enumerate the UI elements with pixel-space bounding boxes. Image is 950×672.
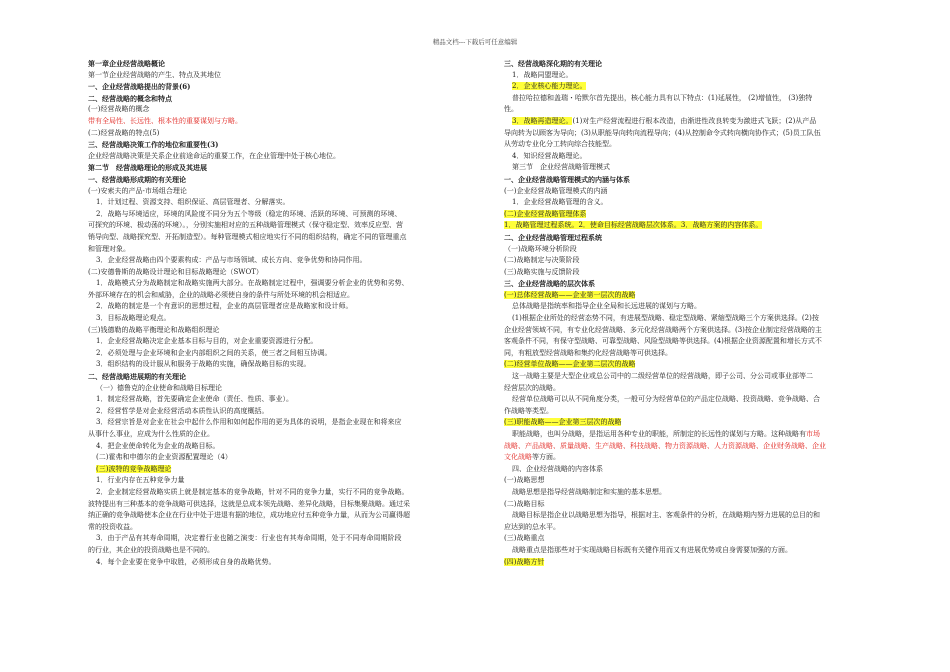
left-line — [88, 533, 462, 545]
right-line — [504, 93, 876, 105]
text: 普拉哈拉德和盖瑞・哈默尔首先提出，核心能力具有以下特点：(1)延展性， (2)增值性， (3)独特 — [512, 93, 813, 102]
page-header: 精品文档---下载后可任意编辑 — [432, 38, 518, 46]
right-line — [504, 441, 876, 453]
right-line — [504, 359, 876, 371]
left-line — [88, 197, 462, 209]
left-line — [88, 371, 462, 383]
left-line — [88, 464, 462, 476]
text: (1)根据企业所处的经营态势不同，有进展型战略、稳定型战略、紧缩型战略三个方案供选择。(2)按 — [512, 314, 819, 323]
left-line — [88, 325, 462, 337]
text: 等方面。 — [532, 453, 560, 462]
text: 四、企业经营战略的内容体系 — [512, 464, 603, 473]
text: (三)战略重点 — [504, 534, 545, 543]
text: 3．组织结构的设计服从和服务于战略的实施，确保战略目标的实现。 — [96, 360, 311, 369]
right-line — [504, 128, 876, 140]
right-line — [504, 70, 876, 82]
right-line — [504, 499, 876, 511]
right-line — [504, 545, 876, 557]
text: 1．企业经营战略决定企业基本目标与目的，对企业重要资源进行分配。 — [96, 337, 318, 346]
text: 1．计划过程、资源支持、组织保证、高层管理者、分解落实。 — [96, 198, 290, 207]
right-line — [504, 475, 876, 487]
text: 企业经营领域不同，有专业化经营战略、多元化经营战略两个方案供选择。(3)按企业制定经营战略的主 — [504, 325, 822, 334]
left-line — [88, 499, 462, 511]
highlighted-text: (三)波特的竞争战略理论 — [96, 464, 172, 473]
right-line — [504, 267, 876, 279]
text: 3．经营宗旨是对企业在社会中起什么作用和如何起作用的更为具体的说明，是指企业现在和将来应 — [96, 418, 402, 427]
right-line — [504, 104, 876, 116]
left-line — [88, 58, 462, 70]
right-column — [504, 58, 876, 568]
text: 二、企业经营战略管理过程系统 — [504, 232, 602, 242]
left-line — [88, 406, 462, 418]
right-line — [504, 452, 876, 464]
text: 三、经营战略深化期的有关理论 — [504, 59, 602, 68]
highlighted-text: 2．企业核心能力理论。 — [512, 82, 587, 91]
right-line — [504, 220, 876, 232]
right-line — [504, 510, 876, 522]
right-line — [504, 429, 876, 441]
text: 战略目标是指企业以战略思想为指导，根据对主、客观条件的分析，在战略期内努力进展的总目的和 — [512, 511, 820, 520]
left-line — [88, 301, 462, 313]
text: 1．企业经营战略管理的含义。 — [512, 198, 608, 207]
left-line — [88, 313, 462, 325]
left-line — [88, 186, 462, 198]
text: 可探究的环境、极动荡的环境）。，分别实施相对应的五种战略管理模式（保守稳定型、效率反应型、营 — [88, 221, 403, 230]
highlighted-text: (二)企业经营战略管理体系 — [504, 209, 587, 218]
right-line — [504, 290, 876, 302]
left-line — [88, 394, 462, 406]
left-line — [88, 510, 462, 522]
highlighted-text: (一)总体经营战略——企业第一层次的战略 — [504, 290, 636, 299]
left-line — [88, 278, 462, 290]
left-line — [88, 522, 462, 534]
right-line — [504, 139, 876, 151]
text: (一)安索夫的产品-市场组合理论 — [88, 186, 187, 195]
text: 企业经营战略决策是关系企业前途命运的重要工作，在企业管理中处于核心地位。 — [88, 151, 340, 160]
left-line — [88, 441, 462, 453]
text: 一、企业经营战略管理模式的内涵与体系 — [504, 174, 630, 184]
text: 导向转为以顾客为导向；(3)从职能导向转向流程导向；(4)从控制命令式转向横向协作式；(5)员工队伍 — [504, 128, 821, 137]
right-line — [504, 348, 876, 360]
text: 2．企业制定经营战略实质上就是制定基本的竞争战略，针对不同的竞争力量，实行不同的竞争战略。 — [96, 487, 409, 496]
left-line — [88, 267, 462, 279]
right-line — [504, 162, 876, 174]
text: 3．目标战略理论观点。 — [96, 314, 171, 323]
right-line — [504, 174, 876, 186]
text: 作战略等类型。 — [504, 406, 553, 415]
left-line — [88, 162, 462, 174]
right-line — [504, 278, 876, 290]
text: 2．战略的制定是一个有意识的思想过程，企业的高层管理者应是战略家和设计师。 — [96, 302, 353, 311]
left-column — [88, 58, 462, 568]
text: 总体战略是指统率和指导企业全局和长远进展的谋划与方略。 — [512, 302, 701, 311]
text: 二、经营战略进展期的有关理论 — [88, 372, 186, 382]
text: 一、经营战略形成期的有关理论 — [88, 174, 186, 184]
text: 2．必须处理与企业环境和企业内部组织之间的关系，使三者之间相互协调。 — [96, 348, 332, 357]
right-line — [504, 417, 876, 429]
highlighted-text: (三)职能战略——企业第三层次的战略 — [504, 418, 622, 427]
left-line — [88, 557, 462, 569]
text: (二)战略目标 — [504, 499, 545, 508]
text: 经营单位战略可以从不同角度分类，一般可分为经营单位的产品定位战略、投资战略、竞争战略、合 — [512, 395, 820, 404]
red-text: 战略、产品战略、质量战略、生产战略、科技战略、物力资源战略、人力资源战略、企业财务战略、企业 — [504, 441, 826, 450]
text: (三)战略实施与反馈阶段 — [504, 267, 580, 276]
text: (三)钱德勒的战略平衡理论和战略组织理论 — [88, 325, 220, 334]
text: (一)战略思想 — [504, 476, 545, 485]
left-line — [88, 139, 462, 151]
right-line — [504, 464, 876, 476]
left-line — [88, 475, 462, 487]
left-line — [88, 487, 462, 499]
text: (二)安德鲁斯的战略设计理论和目标战略理论（SWOT） — [88, 267, 263, 276]
left-line — [88, 545, 462, 557]
text: 经营层次的战略。 — [504, 383, 560, 392]
text: 纳正确的竞争战略使本企业在行业中处于进退有据的地位，成功地应付五种竞争力量，从而为公司赢得超 — [88, 511, 410, 520]
left-line — [88, 116, 462, 128]
right-line — [504, 487, 876, 499]
left-line — [88, 359, 462, 371]
right-line — [504, 151, 876, 163]
text: (二)霍弗和申德尔的企业资源配置理论（4） — [96, 453, 232, 462]
text: 1．战略同盟理论。 — [512, 70, 573, 79]
text: 4．把企业使命转化为企业的战略目标。 — [96, 441, 220, 450]
right-line — [504, 336, 876, 348]
text: 常的投资收益。 — [88, 522, 137, 531]
text: (一)经营战略的概念 — [88, 105, 150, 114]
text: 战略思想是指导经营战略制定和实施的基本思想。 — [512, 487, 666, 496]
right-line — [504, 394, 876, 406]
text: 第一章企业经营战略概论 — [88, 59, 165, 68]
right-line — [504, 371, 876, 383]
right-line — [504, 557, 876, 569]
highlighted-text: (二)经营单位战略——企业第二层次的战略 — [504, 360, 636, 369]
right-line — [504, 209, 876, 221]
right-line — [504, 197, 876, 209]
red-text: 文化战略 — [504, 453, 532, 462]
left-line — [88, 220, 462, 232]
text: （一）德鲁克的企业使命和战略目标理论 — [96, 383, 222, 392]
text: 波特提出有三种基本的竞争战略可供选择，这就是总成本领先战略、差异化战略，目标集聚战略。通过采 — [88, 499, 410, 508]
text: (二)战略制定与决策阶段 — [504, 256, 580, 265]
left-line — [88, 383, 462, 395]
text: 应达到的总水平。 — [504, 522, 560, 531]
right-line — [504, 406, 876, 418]
left-line — [88, 81, 462, 93]
text: 3．企业经营战略由四个要素构成：产品与市场领域、成长方向、竞争优势和协同作用。 — [96, 256, 367, 265]
text: (二)经营战略的特点(5) — [88, 128, 160, 137]
highlighted-text: (四)战略方针 — [504, 557, 545, 566]
left-line — [88, 174, 462, 186]
text: 带有全局性、长远性、根本性的重要谋划与方略。 — [88, 116, 242, 125]
text: 第三节 企业经营战略管理模式 — [512, 163, 610, 172]
text: 第二节 经营战略理论的形成及其进展 — [88, 163, 207, 173]
left-line — [88, 104, 462, 116]
red-text: 市场 — [806, 430, 820, 438]
right-line — [504, 116, 876, 128]
text: (一)企业经营战略管理模式的内涵 — [504, 186, 608, 195]
left-line — [88, 255, 462, 267]
left-line — [88, 128, 462, 140]
text: 职能战略，也叫分战略，是指运用各种专业的职能，所制定的长远性的谋划与方略。这种战略有 — [512, 430, 806, 438]
text: 1．制定经营战略，首先要确定企业使命（责任、性质、事业）。 — [96, 395, 293, 404]
text: 同，有粗放型经营战略和集约化经营战略等可供选择。 — [504, 348, 672, 357]
right-line — [504, 533, 876, 545]
left-line — [88, 232, 462, 244]
text: 2．经营哲学是对企业经营活动本质性认识的高度概括。 — [96, 406, 269, 415]
text: 第一节企业经营战略的产生、特点及其地位 — [88, 70, 221, 79]
left-line — [88, 290, 462, 302]
text: 三、企业经营战略的层次体系 — [504, 279, 595, 289]
text: 3．由于产品有其寿命周期，决定着行业也随之演变：行业也有其寿命周期，处于不同寿命周期阶段 — [96, 534, 402, 543]
highlighted-text: 1．战略管理过程系统。2．使命目标经营战略层次体系。3．战略方案的内容体系。 — [504, 221, 763, 230]
right-line — [504, 313, 876, 325]
right-line — [504, 383, 876, 395]
left-line — [88, 209, 462, 221]
left-line — [88, 336, 462, 348]
right-line — [504, 58, 876, 70]
text: 和管理对象。 — [88, 244, 130, 253]
left-line — [88, 244, 462, 256]
right-line — [504, 255, 876, 267]
text: 4．每个企业要在竞争中取胜，必须形成自身的战略优势。 — [96, 557, 276, 566]
text: 客观条件不同，有保守型战略、可靠型战略、风险型战略等供选择。(4)根据企业资源配置和增长方式不 — [504, 337, 822, 346]
text: 战略重点是指那些对于实现战略目标既有关键作用而又有进展优势或自身需要加强的方面。 — [512, 545, 792, 554]
right-line — [504, 522, 876, 534]
text: 这一战略主要是大型企业或总公司中的二级经营单位的经营战略，即子公司、分公司或事业部等二 — [512, 372, 813, 381]
text: 从事什么事业，应成为什么性质的企业。 — [88, 430, 214, 438]
left-line — [88, 151, 462, 163]
text: 1．行业内存在五种竞争力量 — [96, 476, 185, 485]
left-line — [88, 93, 462, 105]
text: 销导向型、战略探究型、开拓制造型）。每种管理模式相应地实行不同的组织结构，确定不同的管理重点 — [88, 232, 407, 241]
text: （一)战略环境分析阶段 — [504, 244, 577, 253]
left-line — [88, 348, 462, 360]
text: 性。 — [504, 105, 518, 114]
text: 三、经营战略决策工作的地位和重要性(3) — [88, 140, 219, 150]
right-line — [504, 244, 876, 256]
highlighted-text: 3．战略再造理论。 — [512, 116, 573, 125]
text: 从劳动专业化分工转向综合技能型。 — [504, 140, 616, 149]
left-line — [88, 452, 462, 464]
text: 2．战略与环境适应，环境的风险度不同分为五个等级（稳定的环境、活跃的环境、可预测的环境、 — [96, 209, 402, 218]
right-line — [504, 301, 876, 313]
left-line — [88, 429, 462, 441]
right-line — [504, 232, 876, 244]
text: 二、经营战略的概念和特点 — [88, 93, 172, 103]
text: 4．知识经营战略理论。 — [512, 151, 587, 160]
right-line — [504, 81, 876, 93]
text: 外部环境存在的机会和威胁，企业的战略必须使自身的条件与所处环境的机会相适应。 — [88, 290, 354, 299]
text: 一、企业经营战略提出的背景(6) — [88, 82, 191, 92]
right-line — [504, 186, 876, 198]
text: 的行业，其企业的投资战略也是不同的。 — [88, 545, 214, 554]
text: 1．战略模式分为战略制定和战略实施两大部分。在战略制定过程中，强调要分析企业的优势和劣势、 — [96, 279, 409, 288]
right-line — [504, 325, 876, 337]
text: (1)对生产经营流程进行根本改造，由渐进性改良转变为激进式飞跃；(2)从产品 — [572, 116, 817, 125]
left-line — [88, 70, 462, 82]
left-line — [88, 417, 462, 429]
